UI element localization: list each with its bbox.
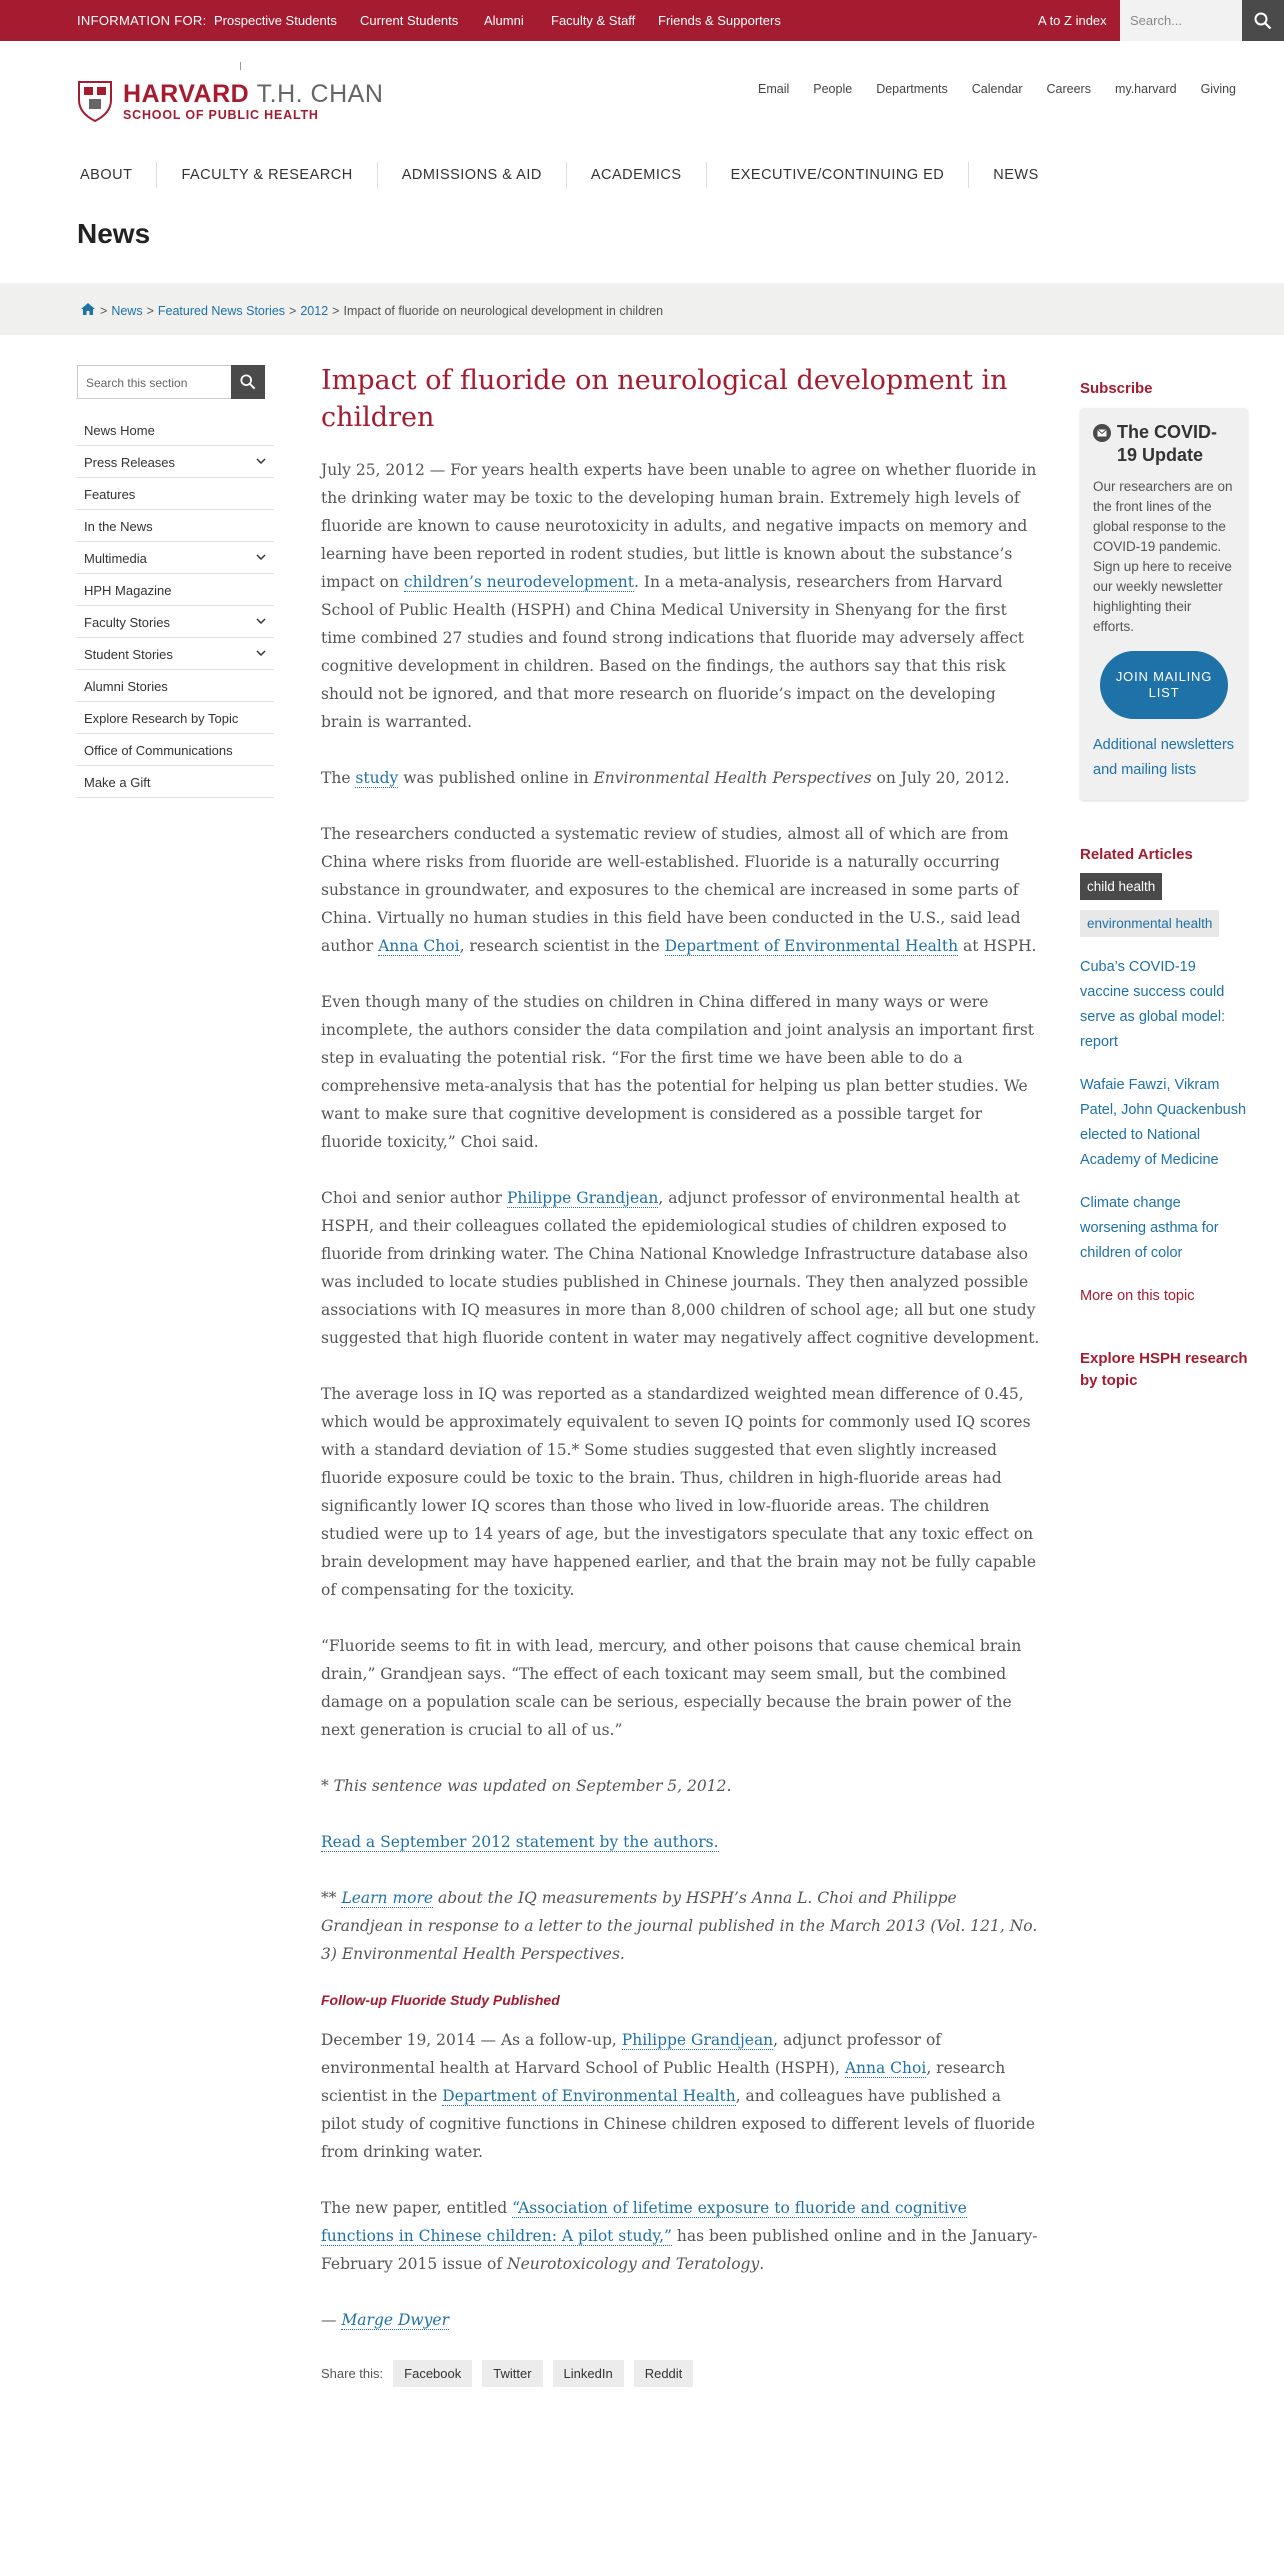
article-paragraph: Choi and senior author Philippe Grandjean, adjunct professor of environmental health at HSPH, and their colleagues collated the epidemiological studies of children exposed to fluoride from drinking water. The China National Knowledge Infrastructure database also was included to locate studies published in Chinese journals. They then analyzed possible associations with IQ measures in more than 8,000 children of school age; all but one study suggested that high fluoride content in water may negatively affect cognitive development. xyxy=(321,1189,1040,1347)
main-nav-academics[interactable]: ACADEMICS xyxy=(567,162,707,188)
more-on-this-topic-link[interactable]: More on this topic xyxy=(1080,1288,1195,1304)
update-note: * This sentence was updated on September 5, 2012. xyxy=(321,1777,732,1795)
link-department-environmental-health[interactable]: Department of Environmental Health xyxy=(664,937,959,955)
article-paragraph: ** Learn more about the IQ measurements by HSPH’s Anna L. Choi and Philippe Grandjean in response to a letter to the journal published in the March 2013 (Vol. 121, No. 3) Environmental Health Perspectives. xyxy=(321,1889,1038,1963)
breadcrumb-news[interactable]: News xyxy=(111,303,143,318)
section-search-input[interactable]: Search this section xyxy=(77,365,265,399)
chevron-down-icon[interactable] xyxy=(256,552,266,562)
audience-link-current-students[interactable]: Current Students xyxy=(360,13,459,28)
link-anna-choi[interactable]: Anna Choi xyxy=(378,937,460,955)
a-to-z-index-link[interactable]: A to Z index xyxy=(1038,13,1107,28)
chevron-down-icon[interactable] xyxy=(256,648,266,658)
share-reddit-button[interactable]: Reddit xyxy=(634,2360,694,2387)
site-search-input[interactable]: Search... xyxy=(1120,0,1242,41)
additional-newsletters-link[interactable]: Additional newsletters and mailing lists xyxy=(1093,737,1235,778)
link-philippe-grandjean[interactable]: Philippe Grandjean xyxy=(621,2031,774,2049)
covid-description: Our researchers are on the front lines of the global response to the COVID-19 pandemic. Sign up here to receive our weekly newsletter highlighting their efforts. xyxy=(1093,479,1233,634)
utility-link-careers[interactable]: Careers xyxy=(1046,82,1091,96)
audience-link-friends-supporters[interactable]: Friends & Supporters xyxy=(658,13,781,28)
sidenav-item-in-the-news[interactable]: In the News xyxy=(77,510,274,542)
section-nav xyxy=(77,414,274,798)
related-article-link[interactable]: Wafaie Fawzi, Vikram Patel, John Quackenbush elected to National Academy of Medicine xyxy=(1080,1077,1247,1168)
mail-icon xyxy=(1093,424,1111,442)
section-title: News xyxy=(77,218,151,249)
logo-th-chan: T.H. CHAN xyxy=(256,79,384,108)
sidenav-item-explore-research[interactable]: Explore Research by Topic xyxy=(77,702,274,734)
breadcrumb-bar xyxy=(0,283,1284,335)
link-learn-more[interactable]: Learn more xyxy=(341,1889,434,1907)
article-paragraph: The new paper, entitled “Association of lifetime exposure to fluoride and cognitive functions in Chinese children: A pilot study,” has been published online and in the January-February 2015 issue of Neurotoxicology and Teratology. xyxy=(321,2199,1038,2273)
utility-link-people[interactable]: People xyxy=(813,82,853,96)
subscribe-heading: Subscribe xyxy=(1080,380,1153,397)
join-mailing-list-button[interactable]: JOIN MAILING LIST xyxy=(1100,651,1228,719)
share-facebook-button[interactable]: Facebook xyxy=(393,2360,472,2387)
link-childrens-neurodevelopment[interactable]: children’s neurodevelopment xyxy=(403,573,634,591)
share-label: Share this: xyxy=(321,2366,384,2381)
breadcrumb: > News > Featured News Stories > 2012 > Impact of fluoride on neurological development in children xyxy=(80,302,663,319)
site-logo[interactable] xyxy=(77,80,383,122)
byline: — Marge Dwyer xyxy=(321,2311,450,2329)
utility-nav xyxy=(758,82,1236,96)
sidenav-item-multimedia[interactable]: Multimedia xyxy=(77,542,274,574)
tag-environmental-health[interactable]: environmental health xyxy=(1080,910,1219,937)
section-search-button[interactable] xyxy=(231,365,265,399)
covid-title: The COVID-19 Update xyxy=(1117,422,1218,465)
chevron-down-icon[interactable] xyxy=(256,616,266,626)
audience-link-alumni[interactable]: Alumni xyxy=(484,13,524,28)
main-nav-faculty-research[interactable]: FACULTY & RESEARCH xyxy=(157,162,377,188)
right-sidebar xyxy=(1080,380,1248,1392)
sidenav-item-faculty-stories[interactable]: Faculty Stories xyxy=(77,606,274,638)
main-nav-executive-continuing-ed[interactable]: EXECUTIVE/CONTINUING ED xyxy=(707,162,970,188)
sidenav-item-student-stories[interactable]: Student Stories xyxy=(77,638,274,670)
sidenav-item-features[interactable]: Features xyxy=(77,478,274,510)
utility-link-giving[interactable]: Giving xyxy=(1200,82,1236,96)
breadcrumb-featured-news-stories[interactable]: Featured News Stories xyxy=(157,303,286,318)
article-paragraph: Even though many of the studies on children in China differed in many ways or were incomplete, the authors consider the data compilation and joint analysis an important first step in evaluating the potential risk. “For the first time we have been able to do a comprehensive meta-analysis that has the potential for helping us plan better studies. We want to make sure that cognitive development is considered as a possible target for fluoride toxicity,” Choi said. xyxy=(321,993,1035,1151)
link-department-environmental-health[interactable]: Department of Environmental Health xyxy=(442,2087,736,2105)
covid-newsletter-box xyxy=(1080,408,1248,800)
audience-link-faculty-staff[interactable]: Faculty & Staff xyxy=(551,13,636,28)
audience-bar xyxy=(0,0,1284,41)
chevron-down-icon[interactable] xyxy=(256,456,266,466)
main-nav xyxy=(80,162,1063,188)
breadcrumb-2012[interactable]: 2012 xyxy=(300,303,329,318)
share-linkedin-button[interactable]: LinkedIn xyxy=(553,2360,624,2387)
sidenav-item-press-releases[interactable]: Press Releases xyxy=(77,446,274,478)
article-paragraph: The average loss in IQ was reported as a standardized weighted mean difference of 0.45, which would be approximately equivalent to seven IQ points for commonly used IQ scores with a standard deviation of 15.* Some studies suggested that even slightly increased fluoride exposure could be toxic to the brain. Thus, children in high-fluoride areas had significantly lower IQ scores than those who lived in low-fluoride areas. The children studied were up to 14 years of age, but the investigators speculate that any toxic effect on brain development may have happened earlier, and that the brain may not be fully capable of compensating for the toxicity. xyxy=(321,1385,1037,1599)
related-article-link[interactable]: Cuba’s COVID-19 vaccine success could serve as global model: report xyxy=(1080,959,1226,1050)
sidenav-item-hph-magazine[interactable]: HPH Magazine xyxy=(77,574,274,606)
main-nav-about[interactable]: ABOUT xyxy=(80,162,157,188)
article-paragraph: The study was published online in Environmental Health Perspectives on July 20, 2012. xyxy=(321,769,1010,787)
header-divider xyxy=(240,62,241,70)
harvard-shield-icon xyxy=(77,80,113,122)
logo-harvard: HARVARD xyxy=(123,79,250,108)
utility-link-my-harvard[interactable]: my.harvard xyxy=(1114,82,1177,96)
article-paragraph xyxy=(321,1828,1041,1856)
link-philippe-grandjean[interactable]: Philippe Grandjean xyxy=(506,1189,659,1207)
article-title: Impact of fluoride on neurological development in children xyxy=(321,365,1008,433)
followup-heading: Follow-up Fluoride Study Published xyxy=(321,1992,560,2008)
audience-link-prospective-students[interactable]: Prospective Students xyxy=(214,13,337,28)
utility-link-departments[interactable]: Departments xyxy=(876,82,948,96)
main-nav-news[interactable]: NEWS xyxy=(993,167,1039,183)
sidenav-item-office-of-communications[interactable]: Office of Communications xyxy=(77,734,274,766)
link-september-statement[interactable]: Read a September 2012 statement by the authors. xyxy=(321,1833,719,1851)
article xyxy=(321,362,1041,2387)
home-link[interactable] xyxy=(80,302,96,319)
search-icon xyxy=(1254,12,1272,30)
article-paragraph: The researchers conducted a systematic review of studies, almost all of which are from China where risks from fluoride are well-established. Fluoride is a naturally occurring substance in groundwater, and exposures to the chemical are increased in some parts of China. Virtually no human studies in this field have been conducted in the U.S., said lead author Anna Choi, research scientist in the Department of Environmental Health at HSPH. xyxy=(321,825,1037,955)
author-link[interactable]: Marge Dwyer xyxy=(341,2311,450,2329)
search-icon xyxy=(240,374,256,390)
sidenav-item-news-home[interactable]: News Home xyxy=(77,414,274,446)
tag-child-health[interactable]: child health xyxy=(1080,873,1162,900)
article-paragraph: July 25, 2012 — For years health experts have been unable to agree on whether fluoride in the drinking water may be toxic to the developing human brain. Extremely high levels of fluoride are known to cause neurotoxicity in adults, and negative impacts on memory and learning have been reported in rodent studies, but little is known about the substance’s impact on children’s neurodevelopment. In a meta-analysis, researchers from Harvard School of Public Health (HSPH) and China Medical University in Shenyang for the first time combined 27 studies and found strong indications that fluoride may adversely affect cognitive development in children. Based on the findings, the authors say that this risk should not be ignored, and that more research on fluoride’s impact on the developing brain is warranted. xyxy=(321,461,1037,731)
logo-school-name: SCHOOL OF PUBLIC HEALTH xyxy=(123,107,319,122)
home-icon xyxy=(80,302,96,316)
article-paragraph: “Fluoride seems to fit in with lead, mercury, and other poisons that cause chemical brain drain,” Grandjean says. “The effect of each toxicant may seem small, but the combined damage on a population scale can be serious, especially because the brain power of the next generation is crucial to all of us.” xyxy=(321,1637,1022,1739)
explore-research-link[interactable]: Explore HSPH research by topic xyxy=(1080,1350,1248,1389)
utility-link-calendar[interactable]: Calendar xyxy=(971,82,1023,96)
related-article-link[interactable]: Climate change worsening asthma for children of color xyxy=(1080,1195,1219,1261)
breadcrumb-current: Impact of fluoride on neurological development in children xyxy=(343,303,664,318)
link-pilot-study[interactable]: “Association of lifetime exposure to fluoride and cognitive functions in Chinese children: A pilot study,” xyxy=(321,2199,967,2245)
info-for-label: INFORMATION FOR: xyxy=(77,13,207,28)
share-bar xyxy=(321,2360,1041,2387)
utility-link-email[interactable]: Email xyxy=(758,82,790,96)
link-anna-choi[interactable]: Anna Choi xyxy=(844,2059,927,2077)
link-study[interactable]: study xyxy=(355,769,399,787)
article-paragraph: December 19, 2014 — As a follow-up, Philippe Grandjean, adjunct professor of environmental health at Harvard School of Public Health (HSPH), Anna Choi, research scientist in the Department of Environmental Health, and colleagues have published a pilot study of cognitive functions in Chinese children exposed to different levels of fluoride from drinking water. xyxy=(321,2031,1036,2161)
main-nav-admissions-aid[interactable]: ADMISSIONS & AID xyxy=(378,162,567,188)
share-twitter-button[interactable]: Twitter xyxy=(482,2360,542,2387)
related-articles-heading: Related Articles xyxy=(1080,846,1193,863)
sidenav-item-alumni-stories[interactable]: Alumni Stories xyxy=(77,670,274,702)
site-search-button[interactable] xyxy=(1242,0,1284,41)
sidenav-item-make-a-gift[interactable]: Make a Gift xyxy=(77,766,274,798)
